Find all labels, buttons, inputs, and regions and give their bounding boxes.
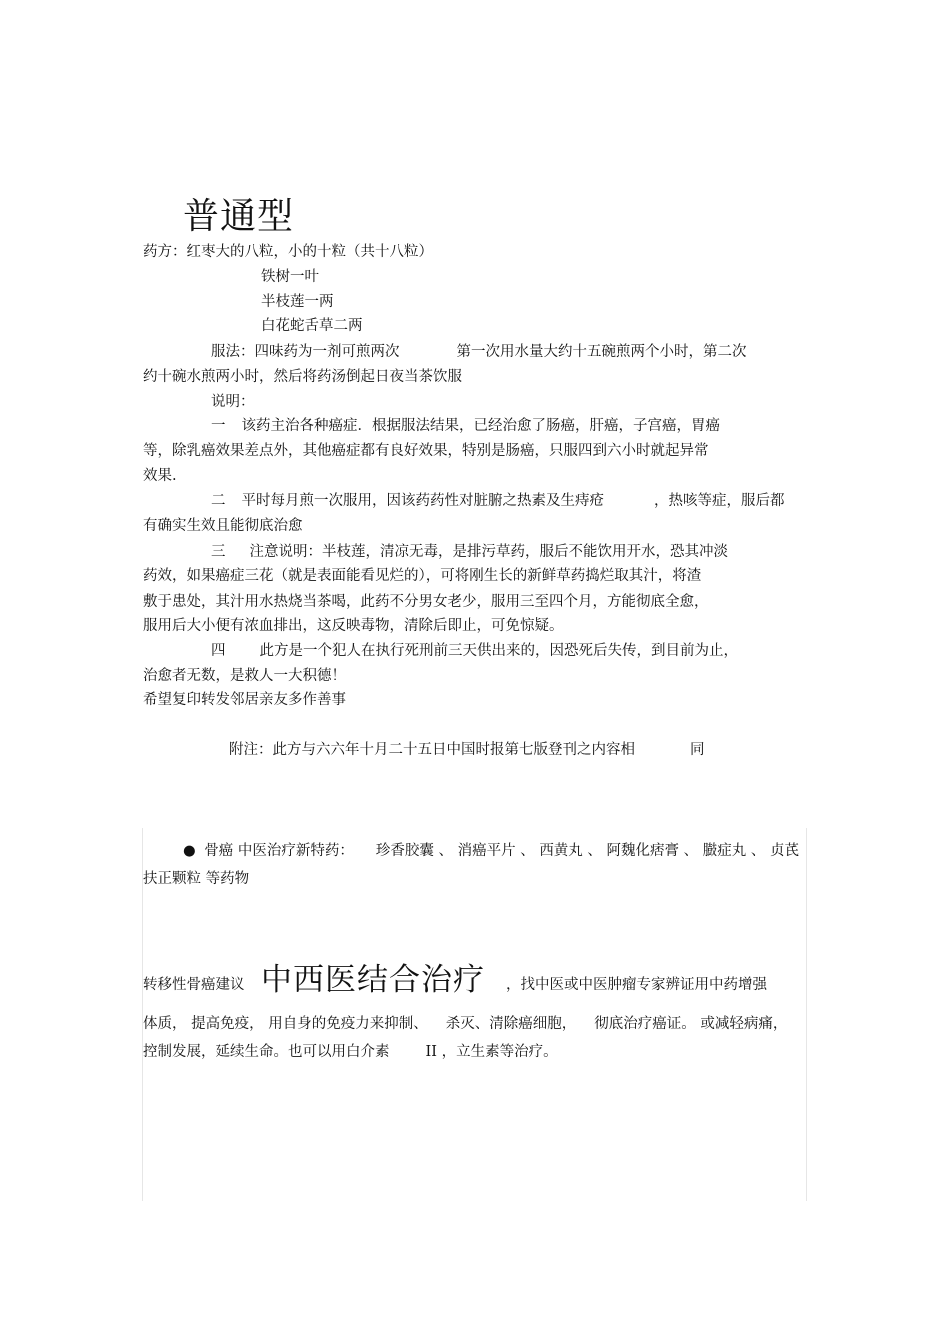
appendix-text: 附注：此方与六六年十月二十五日中国时报第七版登刊之内容相 bbox=[229, 742, 635, 758]
note-number: 四 bbox=[211, 643, 226, 659]
metastatic-suffix: ，找中医或中医肿瘤专家辨证用中药增强 bbox=[506, 977, 767, 993]
usage-part-1: 服法：四味药为一剂可煎两次 bbox=[211, 344, 400, 360]
notes-heading: 说明： bbox=[211, 394, 255, 410]
prescription-item: 铁树一叶 bbox=[261, 269, 319, 285]
metastatic-text: 彻底治疗癌证。 或减轻病痛， bbox=[594, 1016, 788, 1032]
note-3-line-2: 药效，如果癌症三花（就是表面能看见烂的），可将刚生长的新鲜草药捣烂取其汁，将渣 bbox=[143, 568, 702, 584]
metastatic-text: 杀灭、清除癌细胞， bbox=[445, 1016, 577, 1032]
usage-line-2: 约十碗水煎两小时，然后将药汤倒起日夜当茶饮服 bbox=[143, 369, 462, 385]
metastatic-line-2 bbox=[143, 1015, 787, 1033]
bone-cancer-drugs-line bbox=[183, 842, 799, 860]
drug-name: 珍香胶囊 bbox=[375, 843, 434, 859]
note-number: 一 bbox=[211, 418, 226, 434]
note-4-line-1 bbox=[211, 642, 738, 660]
metastatic-heading: 中西医结合治疗 bbox=[261, 962, 485, 998]
box-right-border bbox=[806, 828, 807, 1201]
drug-name: 消癌平片 bbox=[457, 843, 516, 859]
note-text: 注意说明：半枝莲，清凉无毒，是排污草药，服后不能饮用开水，恐其冲淡 bbox=[249, 544, 728, 560]
separator: 、 bbox=[750, 843, 766, 859]
note-text: ，热咳等症，服后都 bbox=[654, 493, 785, 509]
page-title: 普通型 bbox=[183, 196, 295, 237]
separator: 、 bbox=[587, 843, 602, 859]
usage-line-1 bbox=[211, 343, 747, 361]
drug-name: 臌症丸 bbox=[702, 843, 747, 859]
drug-name: 阿魏化痞膏 bbox=[606, 843, 680, 859]
separator: 、 bbox=[438, 843, 453, 859]
note-text: 此方是一个犯人在执行死刑前三天供出来的，因恐死后失传，到目前为止， bbox=[259, 643, 738, 659]
note-number: 三 bbox=[211, 544, 226, 560]
note-2-line-1 bbox=[211, 492, 785, 510]
note-1-line-2: 等，除乳癌效果差点外，其他癌症都有良好效果，特别是肠癌，只服四到六小时就起异常 bbox=[143, 443, 709, 459]
separator: 、 bbox=[520, 843, 535, 859]
note-text: 该药主治各种癌症．根据服法结果，已经治愈了肠癌，肝癌，子宫癌，胃癌 bbox=[241, 418, 720, 434]
drug-name: 西黄丸 bbox=[539, 843, 583, 859]
bone-cancer-drugs-line-2: 扶正颗粒 等药物 bbox=[143, 871, 250, 887]
metastatic-prefix: 转移性骨癌建议 bbox=[143, 977, 245, 993]
note-4-line-2: 治愈者无数，是救人一大积德！ bbox=[143, 668, 346, 684]
wish-line: 希望复印转发邻居亲友多作善事 bbox=[143, 692, 346, 708]
appendix-note bbox=[229, 741, 705, 759]
note-1-line-3: 效果. bbox=[143, 468, 177, 484]
metastatic-text: 控制发展，延续生命。也可以用白介素 bbox=[143, 1044, 390, 1060]
note-1-line-1 bbox=[211, 417, 720, 435]
note-number: 二 bbox=[211, 493, 226, 509]
drug-name: 贞芪 bbox=[769, 843, 799, 859]
prescription-line: 药方：红枣大的八粒，小的十粒（共十八粒） bbox=[143, 244, 433, 260]
bullet-icon: ● bbox=[183, 843, 196, 859]
metastatic-text: 体质， 提高免疫， 用自身的免疫力来抑制、 bbox=[143, 1016, 428, 1032]
note-2-line-2: 有确实生效且能彻底治愈 bbox=[143, 518, 303, 534]
separator: 、 bbox=[683, 843, 699, 859]
appendix-text: 同 bbox=[690, 742, 705, 758]
usage-part-2: 第一次用水量大约十五碗煎两个小时，第二次 bbox=[456, 344, 747, 360]
bone-cancer-label: 骨癌 中医治疗新特药： bbox=[204, 843, 354, 859]
note-3-line-3: 敷于患处，其汁用水热烧当茶喝，此药不分男女老少，服用三至四个月，方能彻底全愈， bbox=[143, 594, 709, 610]
metastatic-line-3 bbox=[143, 1043, 558, 1061]
prescription-item: 半枝莲一两 bbox=[261, 294, 334, 310]
metastatic-text: II ，立生素等治疗。 bbox=[425, 1044, 558, 1060]
note-text: 平时每月煎一次服用，因该药药性对脏腑之热素及生痔疮 bbox=[241, 493, 604, 509]
note-3-line-1 bbox=[211, 543, 728, 561]
prescription-item: 白花蛇舌草二两 bbox=[261, 318, 363, 334]
note-3-line-4: 服用后大小便有浓血排出，这反映毒物，清除后即止，可免惊疑。 bbox=[143, 618, 564, 634]
